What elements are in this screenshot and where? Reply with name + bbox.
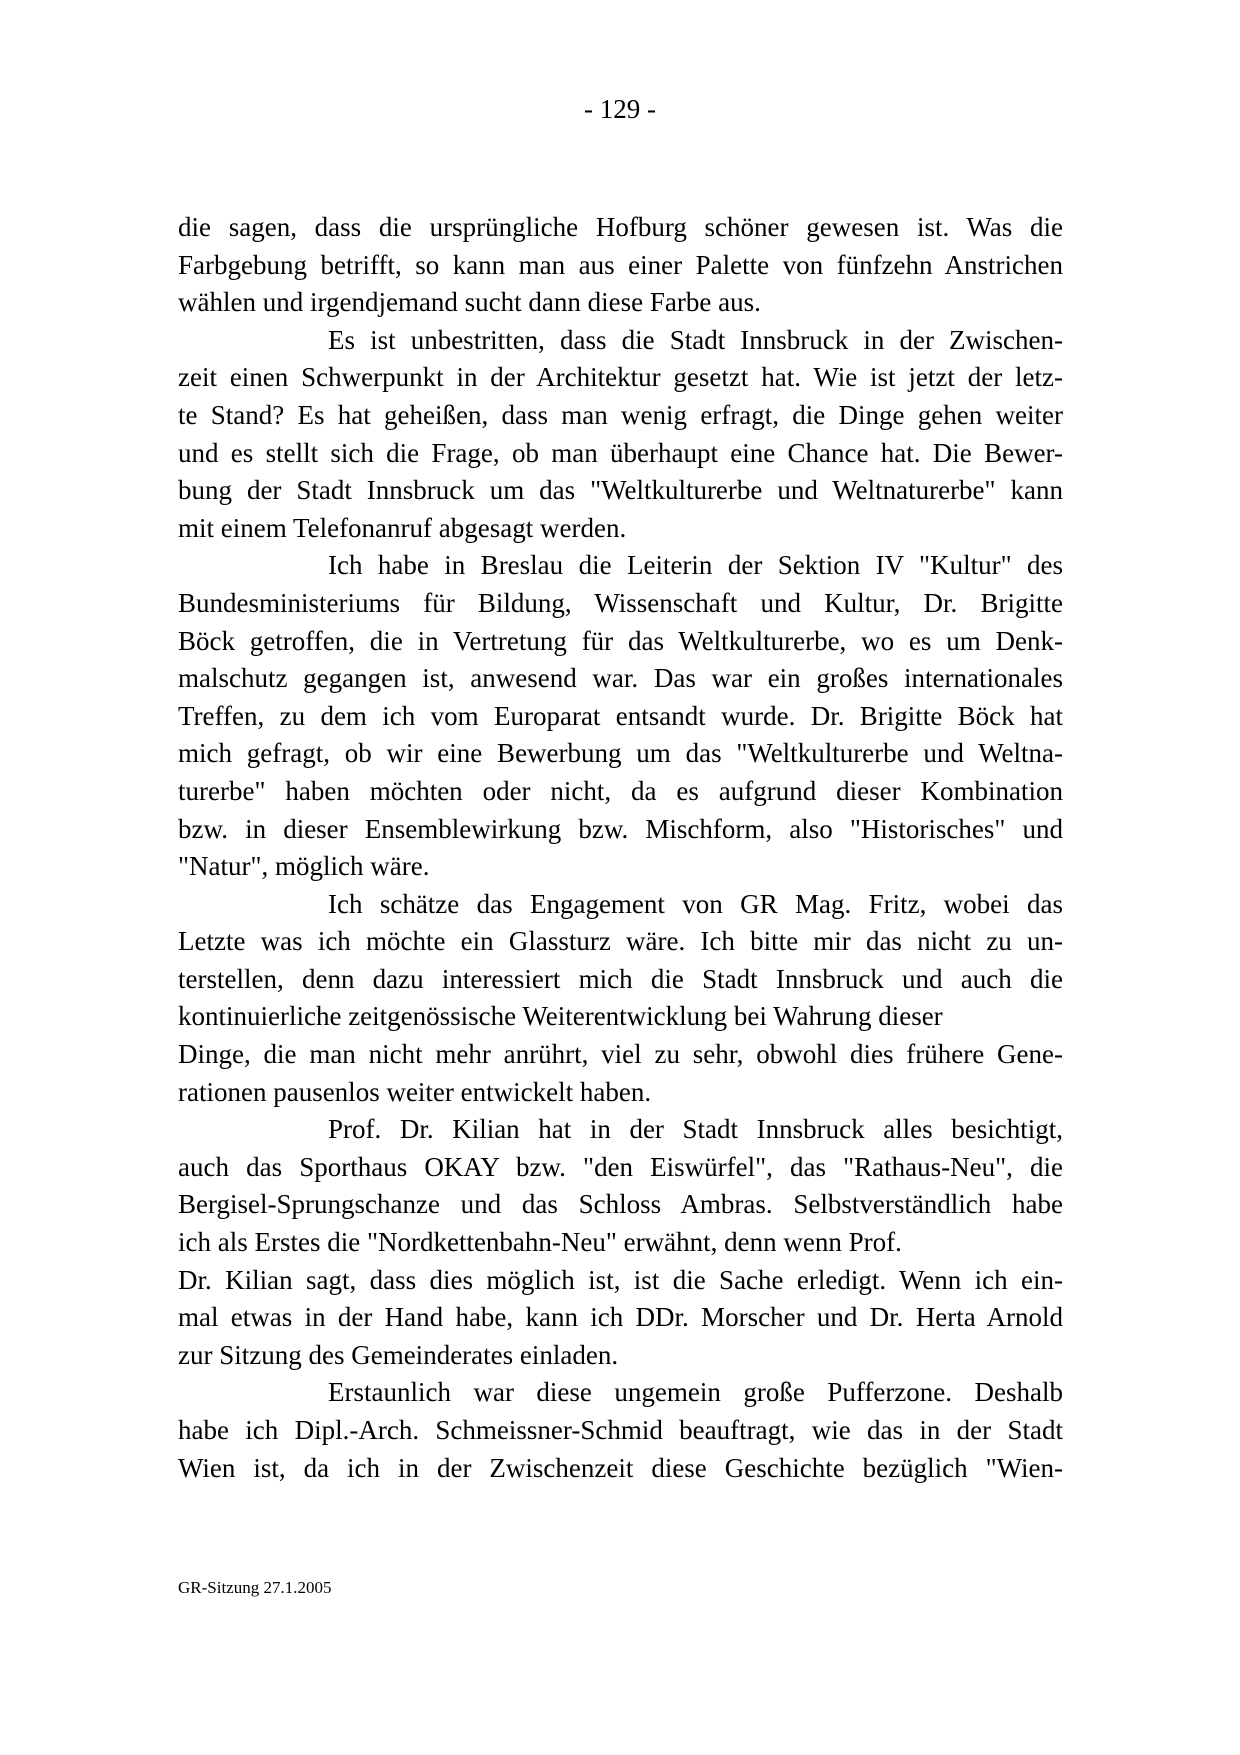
text-line: Böck getroffen, die in Vertretung für das Weltkulturerbe, wo es um Denk- xyxy=(178,625,1063,656)
text-line: und es stellt sich die Frage, ob man überhaupt eine Chance hat. Die Bewer- xyxy=(178,437,1063,468)
text-line: auch das Sporthaus OKAY bzw. "den Eiswürfel", das "Rathaus-Neu", die xyxy=(178,1151,1063,1182)
text-line: Erstaunlich war diese ungemein große Pufferzone. Deshalb xyxy=(328,1377,1063,1408)
footer-session-date: GR-Sitzung 27.1.2005 xyxy=(178,1578,332,1597)
text-line: turerbe" haben möchten oder nicht, da es aufgrund dieser Kombination xyxy=(178,775,1063,806)
text-line: Es ist unbestritten, dass die Stadt Innsbruck in der Zwischen- xyxy=(328,324,1063,355)
text-line: Farbgebung betrifft, so kann man aus einer Palette von fünfzehn Anstrichen xyxy=(178,249,1063,280)
text-line: Ich schätze das Engagement von GR Mag. Fritz, wobei das xyxy=(328,888,1063,919)
text-line: Bundesministeriums für Bildung, Wissenschaft und Kultur, Dr. Brigitte xyxy=(178,587,1063,618)
text-line: te Stand? Es hat geheißen, dass man wenig erfragt, die Dinge gehen weiter xyxy=(178,399,1063,430)
text-line: wählen und irgendjemand sucht dann diese Farbe aus. xyxy=(178,287,761,318)
text-line: Dr. Kilian sagt, dass dies möglich ist, ist die Sache erledigt. Wenn ich ein- xyxy=(178,1264,1063,1295)
text-line: kontinuierliche zeitgenössische Weiterentwicklung bei Wahrung dieser xyxy=(178,1001,943,1032)
text-line: zur Sitzung des Gemeinderates einladen. xyxy=(178,1339,619,1370)
text-line: die sagen, dass die ursprüngliche Hofburg schöner gewesen ist. Was die xyxy=(178,212,1063,242)
text-line: bung der Stadt Innsbruck um das "Weltkulturerbe und Weltnaturerbe" kann xyxy=(178,475,1063,506)
text-line: Bergisel-Sprungschanze und das Schloss Ambras. Selbstverständlich habe xyxy=(178,1189,1063,1220)
text-line: Dinge, die man nicht mehr anrührt, viel zu sehr, obwohl dies frühere Gene- xyxy=(178,1039,1063,1070)
text-line: Ich habe in Breslau die Leiterin der Sektion IV "Kultur" des xyxy=(328,550,1063,581)
text-line: mit einem Telefonanruf abgesagt werden. xyxy=(178,512,627,543)
page-number: - 129 - xyxy=(584,94,656,124)
text-line: mal etwas in der Hand habe, kann ich DDr. Morscher und Dr. Herta Arnold xyxy=(178,1302,1063,1333)
body-text xyxy=(178,209,1063,1487)
text-line: Prof. Dr. Kilian hat in der Stadt Innsbruck alles besichtigt, xyxy=(328,1114,1063,1145)
text-line: Treffen, zu dem ich vom Europarat entsandt wurde. Dr. Brigitte Böck hat xyxy=(178,700,1063,731)
text-line: zeit einen Schwerpunkt in der Architektur gesetzt hat. Wie ist jetzt der letz- xyxy=(178,362,1063,393)
text-line: rationen pausenlos weiter entwickelt haben. xyxy=(178,1076,652,1107)
text-line: Letzte was ich möchte ein Glassturz wäre. Ich bitte mir das nicht zu un- xyxy=(178,926,1063,957)
text-line: bzw. in dieser Ensemblewirkung bzw. Mischform, also "Historisches" und xyxy=(178,813,1063,844)
text-line: ich als Erstes die "Nordkettenbahn-Neu" erwähnt, denn wenn Prof. xyxy=(178,1227,902,1258)
text-line: habe ich Dipl.-Arch. Schmeissner-Schmid beauftragt, wie das in der Stadt xyxy=(178,1415,1063,1445)
text-line: mich gefragt, ob wir eine Bewerbung um das "Weltkulturerbe und Weltna- xyxy=(178,738,1063,769)
text-line: "Natur", möglich wäre. xyxy=(178,851,430,882)
text-line: malschutz gegangen ist, anwesend war. Das war ein großes internationales xyxy=(178,663,1063,694)
text-line: terstellen, denn dazu interessiert mich die Stadt Innsbruck und auch die xyxy=(178,963,1063,994)
text-line: Wien ist, da ich in der Zwischenzeit diese Geschichte bezüglich "Wien- xyxy=(178,1452,1063,1483)
